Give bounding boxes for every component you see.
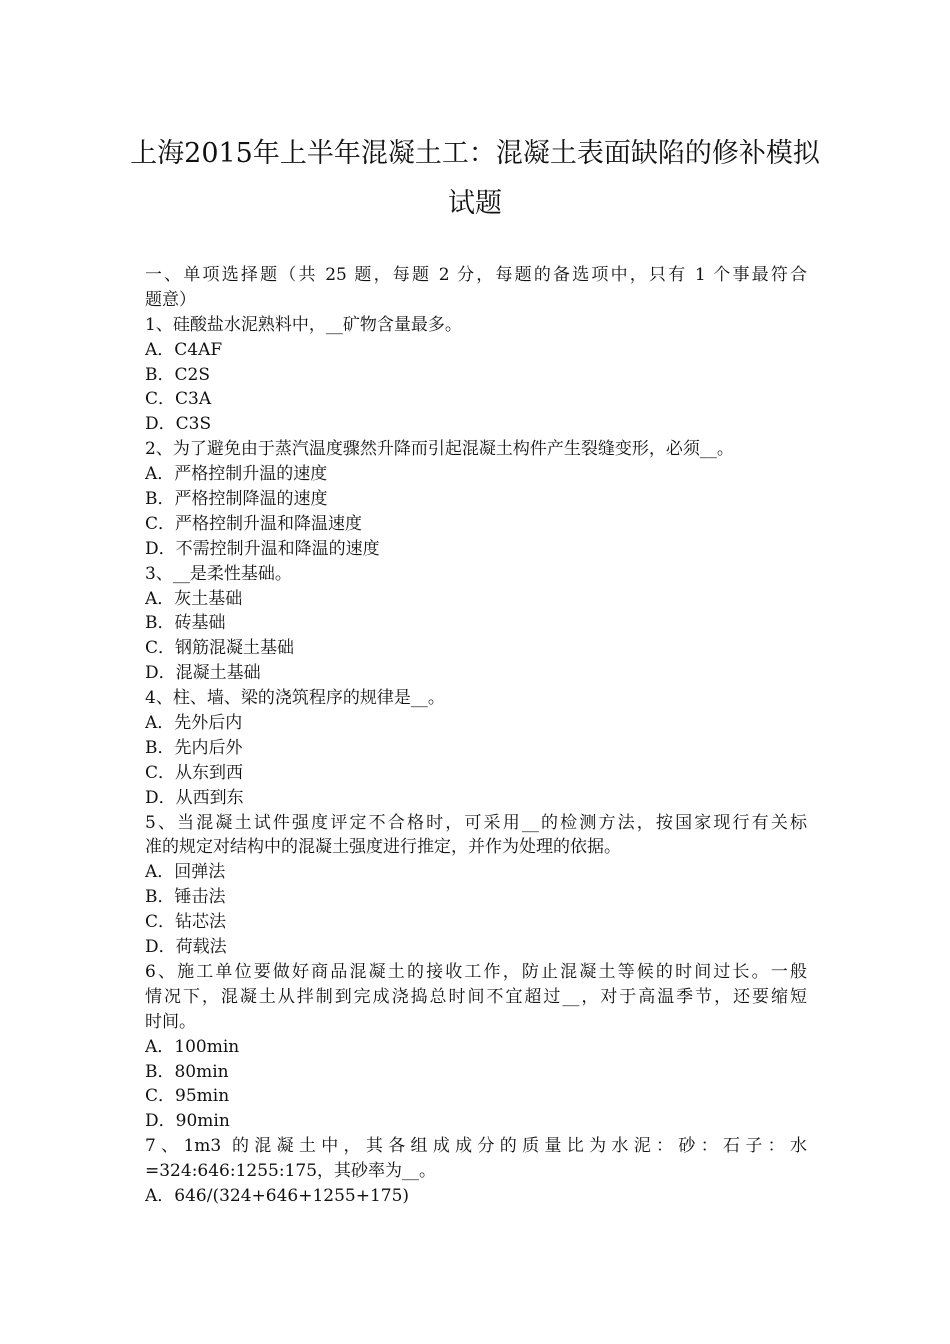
text-line: C．钻芯法 (145, 912, 227, 933)
document-title-line-2: 试题 (448, 188, 502, 219)
text-line: 5、当混凝土试件强度评定不合格时，可采用__的检测方法，按国家现行有关标 (145, 812, 807, 833)
text-line: D．不需控制升温和降温的速度 (145, 538, 380, 559)
text-line: C．从东到西 (145, 762, 244, 783)
text-line: D．C3S (145, 414, 212, 435)
text-line: D．混凝土基础 (145, 663, 261, 684)
text-line: 7、1m3 的混凝土中，其各组成成分的质量比为水泥：砂：石子：水 (145, 1136, 807, 1157)
text-line: 4、柱、墙、梁的浇筑程序的规律是__。 (145, 688, 445, 709)
text-line: A．646/(324+646+1255+175) (145, 1185, 410, 1206)
text-line: 准的规定对结构中的混凝土强度进行推定，并作为处理的依据。 (145, 837, 621, 858)
text-line: 题意） (145, 289, 196, 310)
text-line: 6、施工单位要做好商品混凝土的接收工作，防止混凝土等候的时间过长。一般 (145, 961, 807, 982)
document-body (145, 263, 807, 1209)
text-line: A．灰土基础 (145, 588, 243, 609)
document-title-line-1: 上海2015年上半年混凝土工：混凝土表面缺陷的修补模拟 (130, 138, 820, 169)
text-line: C．严格控制升温和降温速度 (145, 513, 363, 534)
text-line: B．C2S (145, 364, 210, 385)
text-line: 2、为了避免由于蒸汽温度骤然升降而引起混凝土构件产生裂缝变形，必须__。 (145, 439, 734, 460)
text-line: 3、__是柔性基础。 (145, 563, 292, 584)
text-line: =324:646:1255:175，其砂率为__。 (145, 1161, 437, 1182)
text-line: A．回弹法 (145, 862, 226, 883)
text-line: A．先外后内 (145, 713, 243, 734)
text-line: D．荷载法 (145, 937, 227, 958)
text-line: A．100min (145, 1036, 240, 1057)
text-line: B．砖基础 (145, 613, 226, 634)
text-line: B．80min (145, 1061, 229, 1082)
text-line: C．95min (145, 1086, 230, 1107)
text-line: C．钢筋混凝土基础 (145, 638, 295, 659)
text-line: B．锤击法 (145, 887, 226, 908)
text-line: 一、单项选择题（共 25 题，每题 2 分，每题的备选项中，只有 1 个事最符合 (145, 265, 807, 285)
text-line: D．90min (145, 1111, 230, 1132)
text-line: 情况下，混凝土从拌制到完成浇捣总时间不宜超过__，对于高温季节，还要缩短 (145, 986, 807, 1007)
text-line: D．从西到东 (145, 787, 244, 808)
text-line: A．C4AF (145, 339, 223, 360)
text-line: B．严格控制降温的速度 (145, 489, 328, 510)
text-line: 1、硅酸盐水泥熟料中，__矿物含量最多。 (145, 314, 462, 335)
text-line: C．C3A (145, 389, 212, 410)
text-line: A．严格控制升温的速度 (145, 464, 328, 485)
text-line: B．先内后外 (145, 737, 243, 758)
text-line: 时间。 (145, 1011, 196, 1032)
